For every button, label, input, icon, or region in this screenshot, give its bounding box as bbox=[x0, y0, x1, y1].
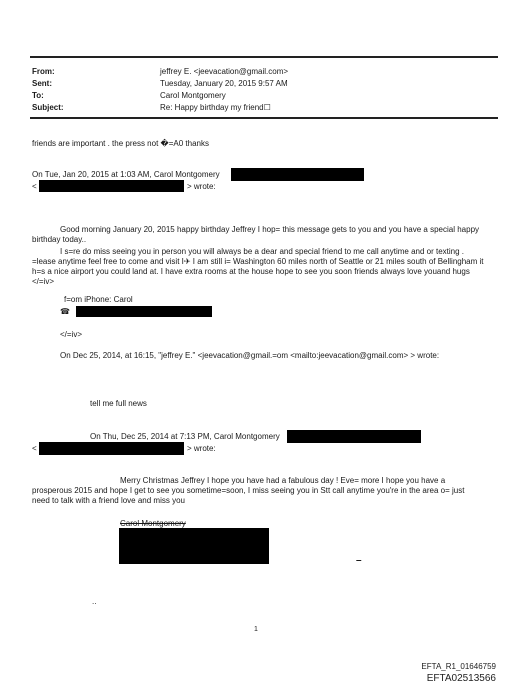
quote1-paragraph: Good morning January 20, 2015 happy birthday Jeffrey I hop= this message gets to you and you have a special happy birthday today.. bbox=[32, 225, 480, 244]
to-value: Carol Montgomery bbox=[160, 91, 226, 100]
quote2-header: On Dec 25, 2014, at 16:15, "jeffrey E." <jeevacation@gmail.=om <mailto:jeevacation@gmail.com> > wrote: bbox=[60, 351, 440, 360]
bates-id-primary: EFTA_R1_01646759 bbox=[421, 662, 496, 671]
quote1-paragraph-2: I s=re do miss seeing you in person you will always be a dear and special friend to me call anytime and or texting . =lease anytime feel free to come and visit I✈ I am still i= Washington 60 miles north of Seattle or 21 miles south of Bellingham it h=s a nice airport you could land at. I have extra rooms at the house hope to see you soon friends always love youand hugs </=iv> bbox=[32, 247, 484, 286]
subject-value: Re: Happy birthday my friend☐ bbox=[160, 103, 271, 112]
quote-marker: < bbox=[32, 444, 37, 453]
redaction-box bbox=[231, 168, 364, 181]
quote2-text: tell me full news bbox=[90, 399, 147, 408]
header-rule bbox=[30, 117, 498, 119]
from-value: jeffrey E. <jeevacation@gmail.com> bbox=[160, 67, 289, 76]
subject-label: Subject: bbox=[32, 103, 64, 112]
quote3-wrote: > wrote: bbox=[187, 444, 216, 453]
reply-text: friends are important . the press not �=A0 thanks bbox=[32, 139, 209, 148]
redaction-box bbox=[119, 528, 269, 564]
redaction-box bbox=[39, 180, 184, 192]
redaction-box bbox=[39, 442, 184, 455]
redaction-box bbox=[76, 306, 212, 317]
quote1-wrote: > wrote: bbox=[187, 182, 216, 191]
from-label: From: bbox=[32, 67, 55, 76]
quote-marker: < bbox=[32, 182, 37, 191]
ellipsis: .. bbox=[92, 597, 97, 606]
to-label: To: bbox=[32, 91, 44, 100]
phone-icon: ☎ bbox=[60, 307, 70, 316]
stray-dash: – bbox=[356, 555, 362, 566]
page-number: 1 bbox=[254, 626, 258, 633]
sent-value: Tuesday, January 20, 2015 9:57 AM bbox=[160, 79, 288, 88]
quote3-paragraph: Merry Christmas Jeffrey I hope you have had a fabulous day ! Eve= more I hope you have a prosperous 2015 and hope I get to see you sometime=soon, I miss seeing you in Stt call anytime you're in the area o= just need to talk with a friend love and miss you bbox=[32, 476, 465, 505]
redaction-box bbox=[287, 430, 421, 443]
quote1-div-close: </=iv> bbox=[60, 330, 83, 339]
top-rule bbox=[30, 56, 498, 58]
quote3-header: On Thu, Dec 25, 2014 at 7:13 PM, Carol Montgomery bbox=[90, 432, 280, 441]
quote1-header: On Tue, Jan 20, 2015 at 1:03 AM, Carol Montgomery bbox=[32, 170, 220, 179]
quote1-from-line: f=om iPhone: Carol bbox=[64, 295, 133, 304]
bates-id-secondary: EFTA02513566 bbox=[426, 673, 496, 684]
quote3-signature: Carol Montgomery bbox=[120, 519, 186, 528]
sent-label: Sent: bbox=[32, 79, 52, 88]
